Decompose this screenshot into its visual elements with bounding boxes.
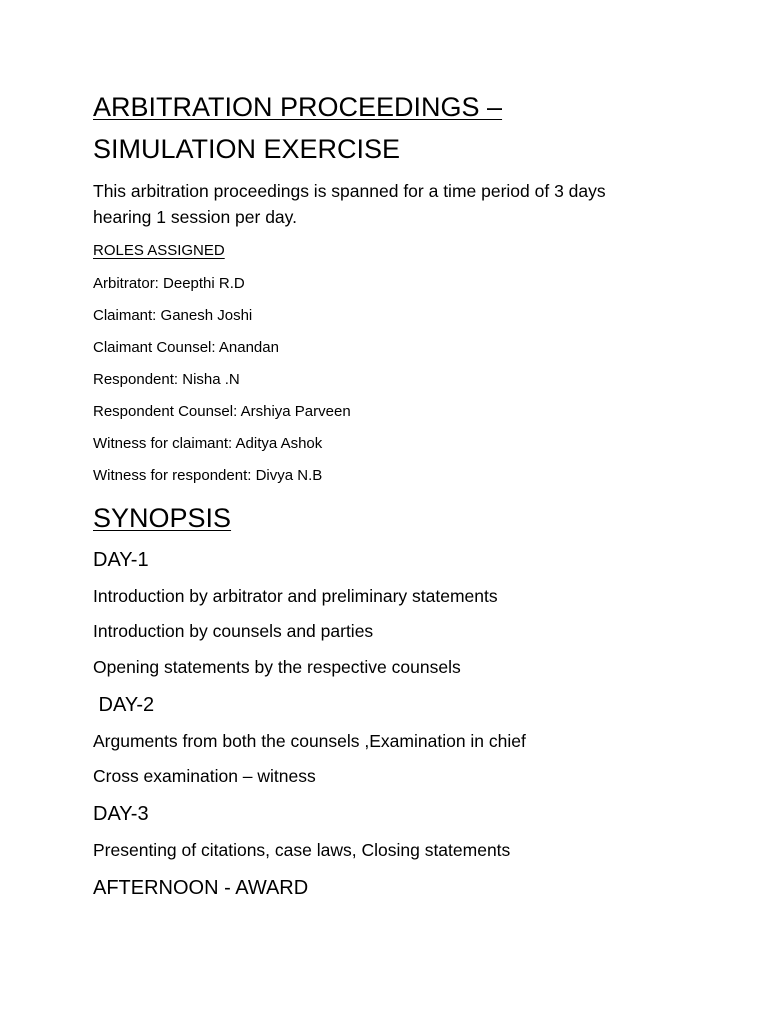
- title-line-1: ARBITRATION PROCEEDINGS –: [93, 92, 503, 122]
- roles-heading: ROLES ASSIGNED: [93, 242, 225, 259]
- day-1-item: Introduction by arbitrator and preliminary statements: [93, 586, 498, 606]
- role-arbitrator: Arbitrator: Deepthi R.D: [93, 275, 245, 292]
- intro-line-2: hearing 1 session per day.: [93, 207, 297, 227]
- role-respondent: Respondent: Nisha .N: [93, 371, 240, 388]
- intro-line-1: This arbitration proceedings is spanned for a time period of 3 days: [93, 181, 606, 201]
- role-claimant-counsel: Claimant Counsel: Anandan: [93, 339, 279, 356]
- day-1-label: DAY-1: [93, 549, 149, 571]
- day-2-item: Cross examination – witness: [93, 766, 316, 786]
- role-respondent-counsel: Respondent Counsel: Arshiya Parveen: [93, 403, 351, 420]
- day-3-item: Presenting of citations, case laws, Closing statements: [93, 840, 511, 860]
- day-3-label: DAY-3: [93, 803, 149, 825]
- role-claimant: Claimant: Ganesh Joshi: [93, 307, 253, 324]
- role-witness-respondent: Witness for respondent: Divya N.B: [93, 467, 323, 484]
- synopsis-heading: SYNOPSIS: [93, 503, 232, 533]
- day-1-item: Introduction by counsels and parties: [93, 621, 374, 641]
- afternoon-award: AFTERNOON - AWARD: [93, 877, 309, 899]
- day-1-item: Opening statements by the respective counsels: [93, 657, 461, 677]
- title-line-2: SIMULATION EXERCISE: [93, 134, 401, 164]
- day-2-item: Arguments from both the counsels ,Examination in chief: [93, 731, 526, 751]
- day-2-label: DAY-2: [93, 694, 155, 716]
- role-witness-claimant: Witness for claimant: Aditya Ashok: [93, 435, 323, 452]
